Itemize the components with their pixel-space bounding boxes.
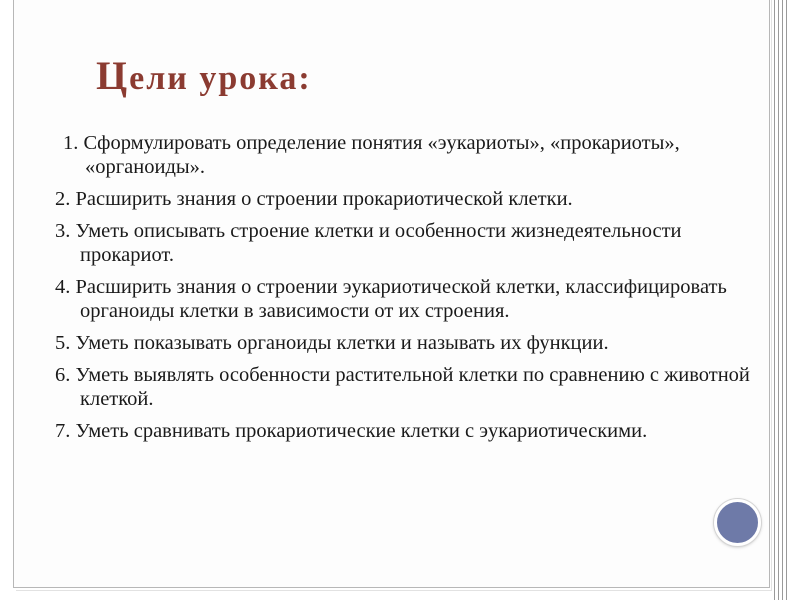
goal-item: 1. Сформулировать определение понятия «эукариоты», «прокариоты», «органоиды». (63, 132, 680, 178)
slide-title-rest: ели урока: (129, 60, 312, 97)
right-rail-line (786, 0, 787, 600)
goal-item: 4. Расширить знания о строении эукариотической клетки, классифицировать органоиды клетки в зависимости от их строения. (55, 276, 727, 322)
right-rail-line (782, 0, 783, 600)
slide-title (96, 52, 312, 99)
slide-title-initial: Ц (96, 53, 130, 98)
goal-item: 7. Уметь сравнивать прокариотические клетки с эукариотическими. (55, 420, 648, 442)
goal-item: 6. Уметь выявлять особенности растительной клетки по сравнению с животной клеткой. (55, 364, 750, 410)
goal-item: 3. Уметь описывать строение клетки и особенности жизнедеятельности прокариот. (55, 220, 682, 266)
right-rail-line (778, 0, 779, 600)
right-rail-line (774, 0, 775, 600)
decorative-circle (714, 499, 761, 546)
goal-item: 2. Расширить знания о строении прокариотической клетки. (55, 188, 573, 210)
goals-list (55, 131, 755, 451)
goal-item: 5. Уметь показывать органоиды клетки и называть их функции. (55, 332, 609, 354)
